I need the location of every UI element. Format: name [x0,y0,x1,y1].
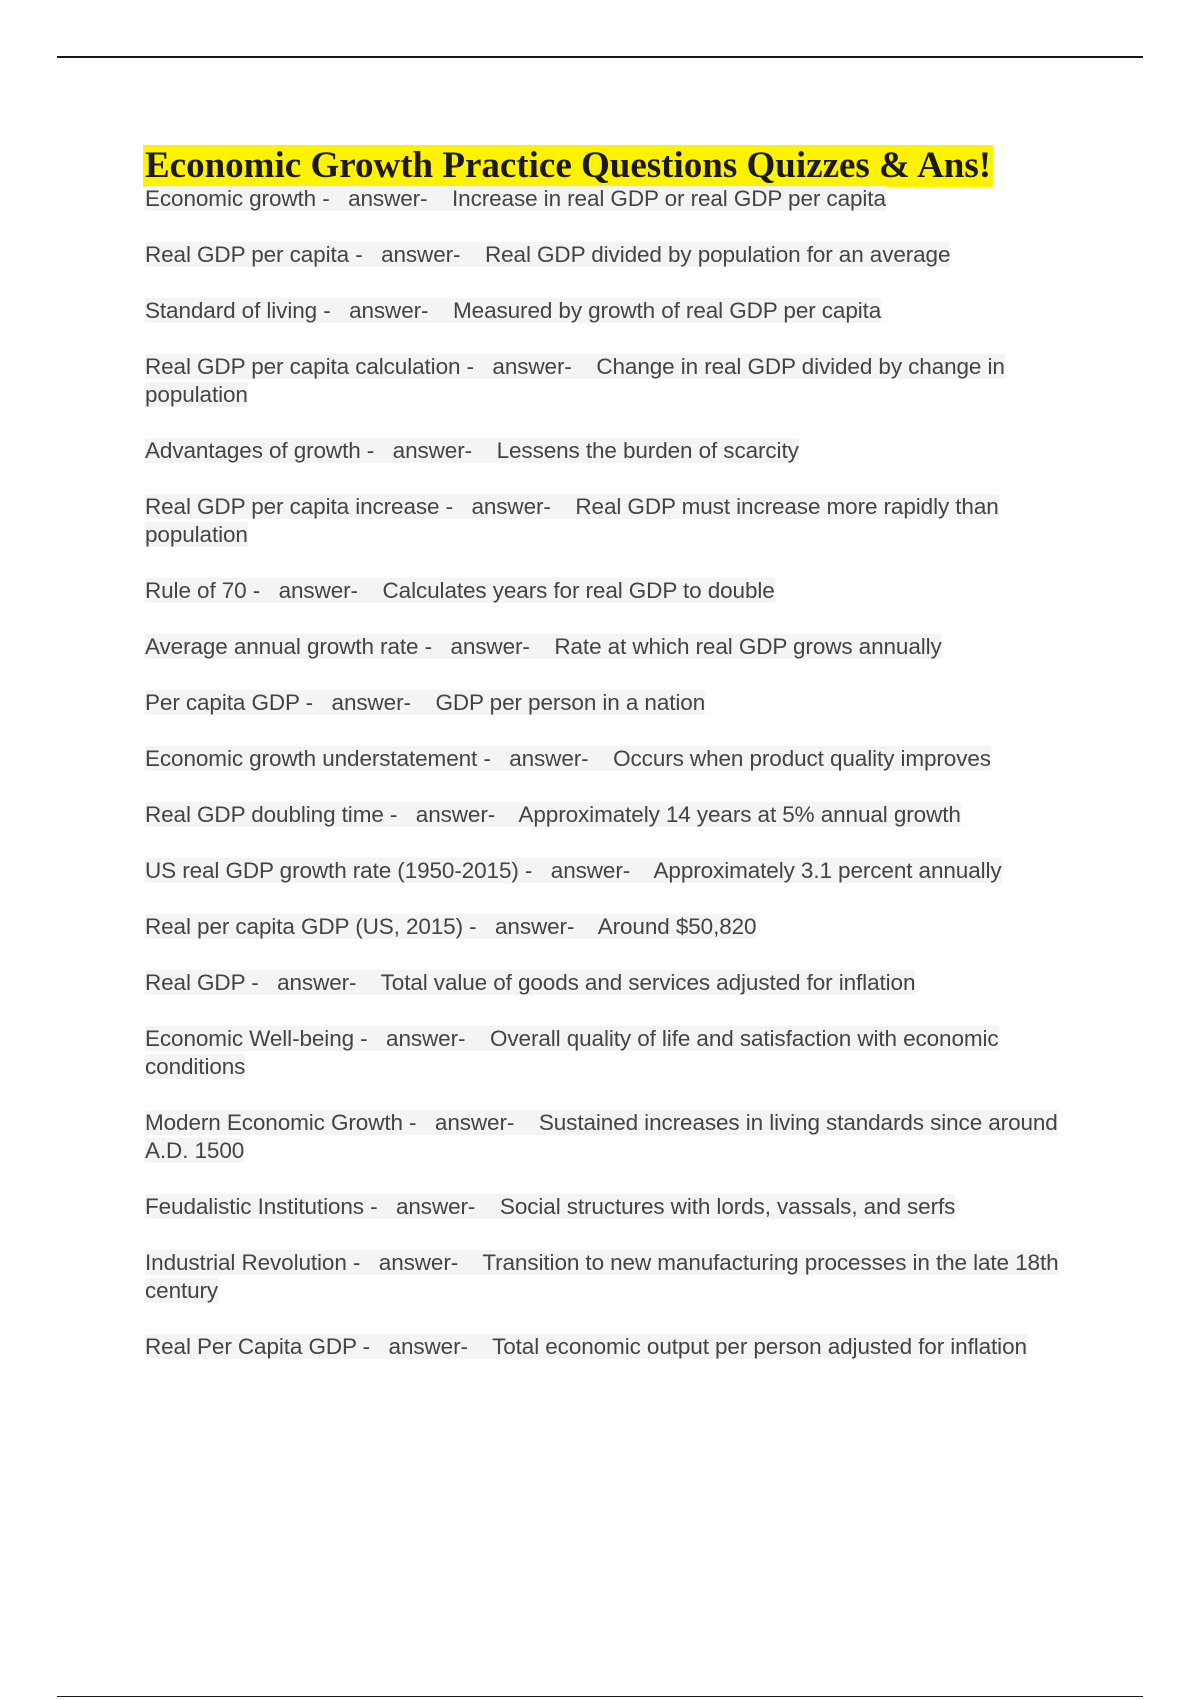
qa-answer: Transition to new manufacturing processes in the late 18th century [145,1250,1059,1303]
qa-separator: answer- [348,186,428,211]
qa-item [145,857,1095,885]
top-rule [57,56,1143,58]
qa-item [145,493,1095,549]
qa-answer: Real GDP must increase more rapidly than population [145,494,999,547]
qa-term: Industrial Revolution - [145,1250,361,1275]
qa-answer: Occurs when product quality improves [613,746,991,771]
qa-item [145,1249,1095,1305]
qa-term: Feudalistic Institutions - [145,1194,378,1219]
qa-term: Standard of living - [145,298,331,323]
qa-separator: answer- [509,746,589,771]
qa-term: Average annual growth rate - [145,634,432,659]
qa-answer: GDP per person in a nation [435,690,706,715]
qa-answer: Lessens the burden of scarcity [496,438,799,463]
qa-item [145,577,1095,605]
qa-term: Per capita GDP - [145,690,314,715]
qa-answer: Sustained increases in living standards since around A.D. 1500 [145,1110,1058,1163]
qa-term: Real Per Capita GDP - [145,1334,371,1359]
qa-separator: answer- [492,354,572,379]
qa-answer: Total value of goods and services adjusted for inflation [380,970,916,995]
qa-answer: Calculates years for real GDP to double [382,578,775,603]
qa-item [145,913,1095,941]
qa-term: Economic growth understatement - [145,746,491,771]
qa-item [145,437,1095,465]
qa-separator: answer- [378,1250,459,1275]
qa-separator: answer- [277,970,357,995]
qa-separator: answer- [434,1110,515,1135]
qa-item [145,689,1095,717]
qa-term: Real GDP doubling time - [145,802,398,827]
qa-term: US real GDP growth rate (1950-2015) - [145,858,533,883]
qa-answer: Measured by growth of real GDP per capita [453,298,882,323]
qa-separator: answer- [386,1026,466,1051]
qa-separator: answer- [495,914,575,939]
qa-item [145,969,1095,997]
qa-item [145,241,1095,269]
qa-separator: answer- [415,802,496,827]
qa-term: Real GDP per capita increase - [145,494,453,519]
qa-separator: answer- [450,634,530,659]
qa-answer: Total economic output per person adjusted for inflation [492,1334,1027,1359]
qa-answer: Real GDP divided by population for an average [485,242,951,267]
document-title: Economic Growth Practice Questions Quizzes & Ans! [145,145,992,186]
qa-separator: answer- [550,858,631,883]
qa-term: Real GDP per capita calculation - [145,354,474,379]
bottom-rule [57,1696,1143,1697]
qa-term: Real GDP - [145,970,259,995]
qa-term: Real per capita GDP (US, 2015) - [145,914,477,939]
qa-item [145,1193,1095,1221]
qa-separator: answer- [388,1334,468,1359]
qa-answer: Change in real GDP divided by change in population [145,354,1005,407]
qa-answer: Social structures with lords, vassals, and serfs [499,1194,956,1219]
qa-term: Modern Economic Growth - [145,1110,417,1135]
qa-item [145,801,1095,829]
qa-term: Rule of 70 - [145,578,261,603]
qa-item [145,745,1095,773]
qa-answer: Approximately 14 years at 5% annual growth [518,802,961,827]
qa-item [145,633,1095,661]
qa-separator: answer- [392,438,472,463]
qa-separator: answer- [331,690,411,715]
qa-separator: answer- [278,578,358,603]
qa-term: Economic Well-being - [145,1026,368,1051]
qa-term: Real GDP per capita - [145,242,363,267]
qa-item [145,1109,1095,1165]
qa-answer: Rate at which real GDP grows annually [554,634,942,659]
qa-separator: answer- [349,298,429,323]
qa-separator: answer- [381,242,461,267]
qa-separator: answer- [395,1194,476,1219]
qa-item [145,353,1095,409]
qa-term: Advantages of growth - [145,438,375,463]
qa-answer: Approximately 3.1 percent annually [653,858,1002,883]
qa-list [145,185,1095,1361]
qa-item [145,1025,1095,1081]
qa-answer: Around $50,820 [597,914,757,939]
qa-answer: Overall quality of life and satisfaction with economic conditions [145,1026,999,1079]
qa-answer: Increase in real GDP or real GDP per capita [452,186,886,211]
qa-item [145,297,1095,325]
qa-item [145,1333,1095,1361]
qa-separator: answer- [471,494,551,519]
document-body [145,145,1095,1389]
qa-item [145,185,1095,213]
qa-term: Economic growth - [145,186,330,211]
